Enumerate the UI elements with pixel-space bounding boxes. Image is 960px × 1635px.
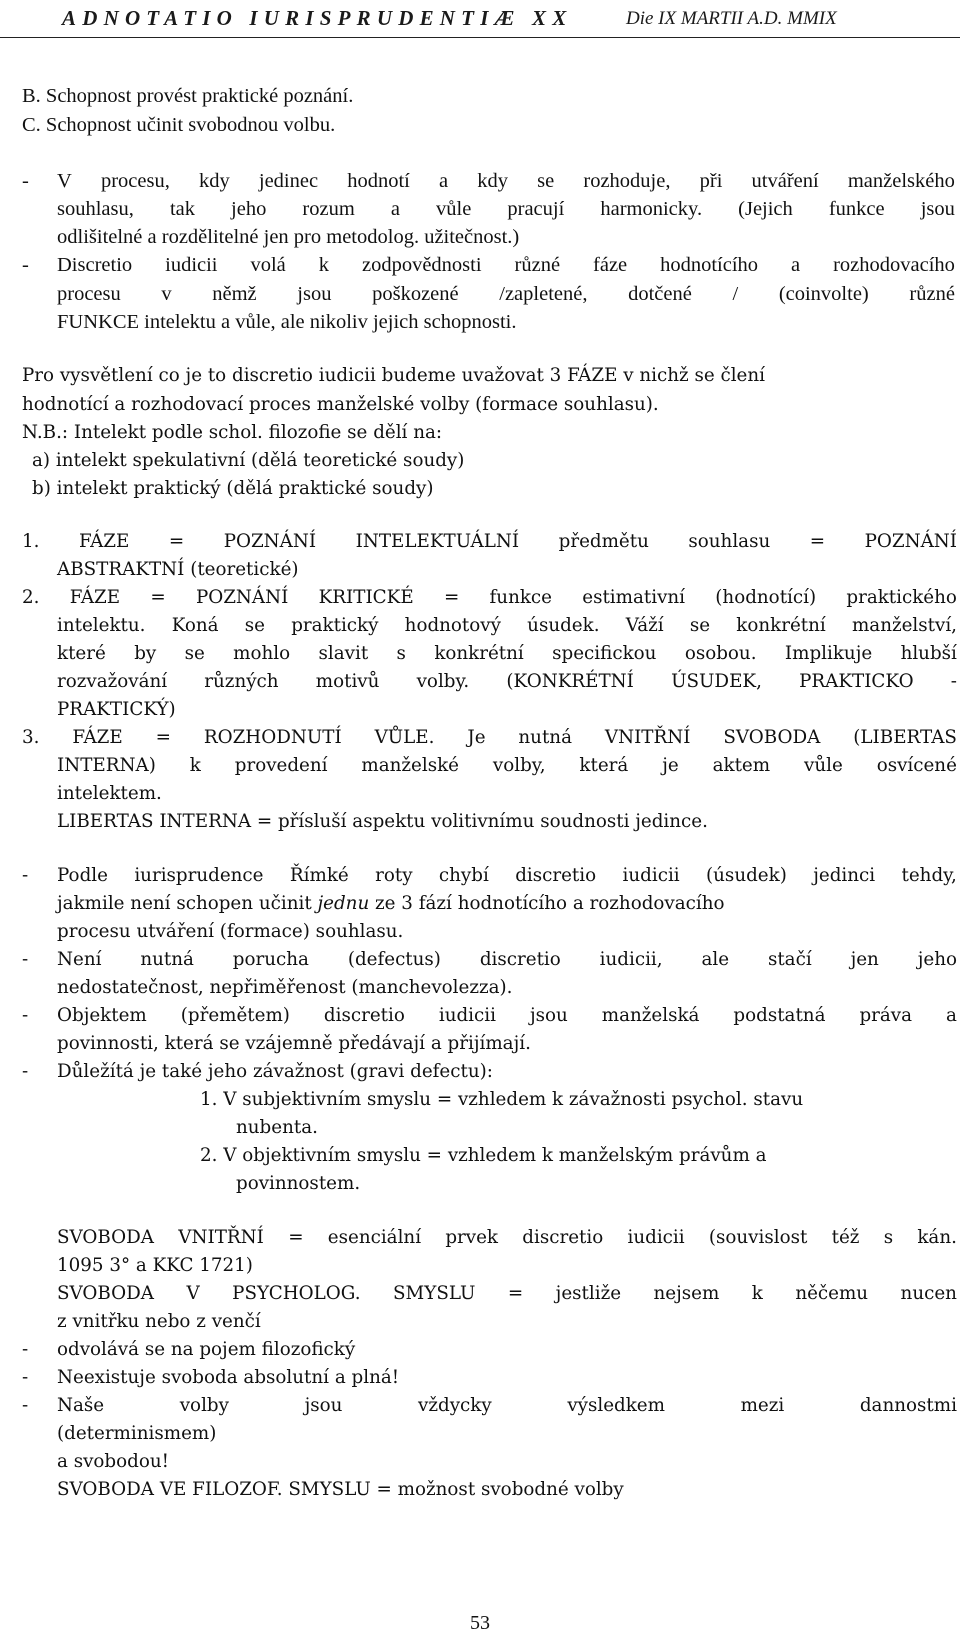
text-line: [57, 1005, 957, 1026]
word: úsudek.: [527, 615, 600, 636]
word: různých: [204, 671, 279, 692]
word: POZNÁNÍ: [195, 587, 289, 608]
word: =: [288, 1227, 304, 1248]
word: iudicii: [622, 865, 680, 886]
word: esenciální: [327, 1227, 422, 1248]
word: POZNÁNÍ: [864, 531, 957, 552]
word: něčemu: [795, 1283, 869, 1304]
running-header: [0, 0, 960, 40]
bullet-dash: -: [22, 1395, 29, 1416]
word: které: [57, 643, 106, 664]
word: nucen: [900, 1283, 957, 1304]
text-line: (determinismem): [57, 1423, 217, 1444]
issue-date: Die IX MARTII A.D. MMIX: [626, 8, 837, 29]
word: KRITICKÉ: [318, 587, 414, 608]
word: intelektu.: [57, 615, 146, 636]
word: discretio: [323, 1005, 405, 1026]
word: Není: [57, 949, 102, 970]
word: a: [390, 198, 400, 220]
word: Římké: [289, 865, 349, 886]
word: FÁZE: [72, 727, 123, 748]
word: (coinvolte): [778, 283, 869, 305]
text-line: [57, 1227, 957, 1248]
text-line: N.B.: Intelekt podle schol. filozofie se dělí na:: [22, 422, 443, 443]
word: manželské: [361, 755, 459, 776]
word: rozum: [302, 198, 355, 220]
word: souhlasu: [688, 531, 771, 552]
bullet-dash: -: [22, 1339, 29, 1360]
word: jsou: [297, 283, 332, 305]
word: zodpovědnosti: [361, 254, 482, 276]
word: V: [57, 170, 72, 192]
word: procesu,: [100, 170, 170, 192]
text-line: procesu utváření (formace) souhlasu.: [57, 921, 404, 942]
text-line: [57, 170, 955, 193]
word: je: [662, 755, 679, 776]
text-line: FUNKCE intelektu a vůle, ale nikoliv jejich schopnosti.: [57, 311, 517, 333]
word: volá: [250, 254, 286, 276]
word: jeho: [917, 949, 957, 970]
word: iurisprudence: [134, 865, 264, 886]
word: konkrétní: [736, 615, 826, 636]
text-line: [57, 283, 955, 306]
text-line: SVOBODA VE FILOZOF. SMYSLU = možnost svobodné volby: [57, 1479, 624, 1500]
word: vždycky: [418, 1395, 492, 1416]
word: která: [579, 755, 629, 776]
bullet-dash: -: [22, 1367, 29, 1388]
text-line: z vnitřku nebo z venčí: [57, 1311, 261, 1332]
word: SVOBODA: [723, 727, 821, 748]
word: též: [831, 1227, 860, 1248]
word: specifickou: [552, 643, 657, 664]
word: dotčené: [628, 283, 692, 305]
word: hodnotí: [347, 170, 410, 192]
text-line: Důležítá je také jeho závažnost (gravi defectu):: [57, 1061, 493, 1082]
word: rozhodovacího: [833, 254, 955, 276]
bullet-dash: -: [22, 949, 29, 970]
word: (úsudek): [706, 865, 787, 886]
word: se: [537, 170, 555, 192]
word: =: [809, 531, 826, 552]
bullet-dash: -: [22, 170, 29, 192]
word: poškozené: [372, 283, 459, 305]
word: s: [396, 643, 406, 664]
word: ale: [701, 949, 730, 970]
word: ÚSUDEK,: [671, 671, 762, 692]
word: VNITŘNÍ: [178, 1227, 264, 1248]
bullet-dash: -: [22, 1005, 29, 1026]
word: jsou: [920, 198, 955, 220]
word: INTELEKTUÁLNÍ: [355, 531, 520, 552]
word: VNITŘNÍ: [604, 727, 691, 748]
text-line: PRAKTICKÝ): [57, 699, 176, 720]
text-line: [57, 1395, 957, 1416]
text-line: LIBERTAS INTERNA = přísluší aspektu volitivnímu soudnosti jedince.: [57, 811, 708, 832]
word: (Jejich: [738, 198, 793, 220]
word: hlubší: [900, 643, 957, 664]
word: Objektem: [57, 1005, 147, 1026]
word: =: [507, 1283, 524, 1304]
word: provedení: [234, 755, 328, 776]
word: manželství,: [851, 615, 957, 636]
word: 1.: [22, 531, 40, 552]
word: =: [443, 587, 460, 608]
word: jedinec: [258, 170, 319, 192]
word: vůle: [436, 198, 472, 220]
word: 2.: [22, 587, 40, 608]
word: hodnotícího: [660, 254, 759, 276]
word: iudicii: [627, 1227, 685, 1248]
word: němž: [212, 283, 257, 305]
page-number: 53: [470, 1612, 490, 1634]
word: slavit: [318, 643, 369, 664]
word: (LIBERTAS: [853, 727, 957, 748]
bullet-dash: -: [22, 865, 29, 886]
text-line: povinnosti, která se vzájemně předávají a přijímají.: [57, 1033, 531, 1054]
text-line: odlišitelné a rozdělitelné jen pro metodolog. užitečnost.): [57, 226, 520, 248]
word: funkce: [489, 587, 552, 608]
word: iudicii: [438, 1005, 496, 1026]
word: discretio: [515, 865, 597, 886]
text-line: odvolává se na pojem filozofický: [57, 1339, 356, 1360]
word: SVOBODA: [57, 1227, 155, 1248]
list-item: a) intelekt spekulativní (dělá teoretické soudy): [32, 450, 465, 471]
word: manželská: [601, 1005, 700, 1026]
word: motivů: [315, 671, 380, 692]
text-line: [57, 1283, 957, 1304]
word: jestliže: [555, 1283, 622, 1304]
word: =: [168, 531, 185, 552]
list-item: 1. V subjektivním smyslu = vzhledem k závažnosti psychol. stavu: [200, 1089, 804, 1110]
text-line: 1095 3° a KKC 1721): [57, 1255, 253, 1276]
word: V: [186, 1283, 200, 1304]
text-line: [57, 643, 957, 664]
word: (KONKRÉTNÍ: [506, 671, 634, 692]
list-item: b) intelekt praktický (dělá praktické soudy): [32, 478, 434, 499]
word: (defectus): [347, 949, 441, 970]
text-line: [57, 865, 957, 886]
word: souhlasu,: [57, 198, 134, 220]
word: procesu: [57, 283, 121, 305]
word: Naše: [57, 1395, 105, 1416]
word: konkrétní: [434, 643, 524, 664]
text-line: hodnotící a rozhodovací proces manželské volby (formace souhlasu).: [22, 394, 659, 415]
word: PSYCHOLOG.: [232, 1283, 361, 1304]
word: /: [732, 283, 739, 305]
bullet-dash: -: [22, 254, 29, 276]
word: prvek: [445, 1227, 498, 1248]
word: (přemětem): [180, 1005, 290, 1026]
phase-line: [22, 531, 957, 552]
word: praktického: [846, 587, 957, 608]
text-line: jakmile není schopen učinit jednu ze 3 fází hodnotícího a rozhodovacího: [57, 893, 725, 914]
word: vůle: [804, 755, 843, 776]
text-line: nedostatečnost, nepřiměřenost (manchevolezza).: [57, 977, 513, 998]
word: různé: [514, 254, 561, 276]
text-line: [57, 254, 955, 277]
word: ROZHODNUTÍ: [203, 727, 342, 748]
word: v: [161, 283, 172, 305]
word: mezi: [740, 1395, 785, 1416]
word: různé: [909, 283, 955, 305]
word: nejsem: [653, 1283, 720, 1304]
word: volby: [179, 1395, 229, 1416]
word: POZNÁNÍ: [223, 531, 317, 552]
word: hodnotový: [404, 615, 501, 636]
word: (hodnotící): [715, 587, 817, 608]
word: Váží: [625, 615, 664, 636]
word: podstatná: [733, 1005, 826, 1026]
text-line: ABSTRAKTNÍ (teoretické): [57, 559, 299, 580]
word: iudicii: [165, 254, 218, 276]
word: SVOBODA: [57, 1283, 155, 1304]
word: práva: [859, 1005, 913, 1026]
word: rozvažování: [57, 671, 168, 692]
word: iudicii,: [599, 949, 663, 970]
word: k: [751, 1283, 763, 1304]
word: VŮLE.: [374, 727, 435, 748]
word: roty: [375, 865, 413, 886]
text-line: [57, 755, 957, 776]
word: jedinci: [813, 865, 876, 886]
word: a: [791, 254, 801, 276]
word: praktický: [291, 615, 379, 636]
word: volby.: [416, 671, 470, 692]
word: pracují: [507, 198, 565, 220]
word: harmonicky.: [600, 198, 703, 220]
word: by: [134, 643, 157, 664]
word: volby,: [492, 755, 546, 776]
text-line: intelektem.: [57, 783, 162, 804]
word: porucha: [232, 949, 309, 970]
word: rozhoduje,: [583, 170, 671, 192]
word: kán.: [917, 1227, 957, 1248]
text-line: C. Schopnost učinit svobodnou volbu.: [22, 114, 336, 136]
phase-line: [22, 727, 957, 748]
word: funkce: [828, 198, 885, 220]
text-line: Neexistuje svoboda absolutní a plná!: [57, 1367, 400, 1388]
word: předmětu: [558, 531, 649, 552]
word: Koná: [171, 615, 219, 636]
header-divider: [0, 37, 960, 38]
word: Podle: [57, 865, 108, 886]
word: s: [883, 1227, 894, 1248]
bullet-dash: -: [22, 1061, 29, 1082]
phase-line: [22, 587, 957, 608]
word: (souvislost: [708, 1227, 808, 1248]
word: jen: [850, 949, 879, 970]
word: fáze: [593, 254, 628, 276]
word: kdy: [477, 170, 509, 192]
word: INTERNA): [57, 755, 156, 776]
text-line: [57, 198, 955, 221]
word: 3.: [22, 727, 40, 748]
word: kdy: [198, 170, 230, 192]
word: výsledkem: [567, 1395, 665, 1416]
word: a: [946, 1005, 957, 1026]
word: osvícené: [876, 755, 957, 776]
word: osobou.: [684, 643, 757, 664]
word: PRAKTICKO: [799, 671, 914, 692]
word: jsou: [529, 1005, 568, 1026]
list-item: 2. V objektivním smyslu = vzhledem k manželským právům a: [200, 1145, 767, 1166]
word: chybí: [438, 865, 489, 886]
word: =: [150, 587, 166, 608]
text-line: a svobodou!: [57, 1451, 169, 1472]
word: k: [318, 254, 329, 276]
word: a: [439, 170, 449, 192]
text-line: Pro vysvětlení co je to discretio iudicii budeme uvažovat 3 FÁZE v nichž se člení: [22, 365, 765, 386]
word: discretio: [479, 949, 561, 970]
word: tehdy,: [901, 865, 957, 886]
text-line: [57, 615, 957, 636]
text-line: [57, 671, 957, 692]
word: jeho: [231, 198, 267, 220]
word: -: [950, 671, 957, 692]
word: utváření: [751, 170, 819, 192]
text-line: nubenta.: [236, 1117, 318, 1138]
word: FÁZE: [78, 531, 130, 552]
word: tak: [169, 198, 195, 220]
word: estimativní: [582, 587, 686, 608]
word: k: [189, 755, 201, 776]
journal-title: ADNOTATIO IURISPRUDENTIÆ XX: [62, 6, 573, 30]
word: discretio: [522, 1227, 604, 1248]
word: SMYSLU: [393, 1283, 476, 1304]
word: Implikuje: [784, 643, 873, 664]
word: se: [689, 615, 711, 636]
word: manželského: [847, 170, 955, 192]
word: nutná: [140, 949, 194, 970]
word: FÁZE: [69, 587, 121, 608]
word: při: [699, 170, 723, 192]
word: se: [184, 643, 205, 664]
word: =: [155, 727, 171, 748]
word: stačí: [767, 949, 812, 970]
word: nutná: [518, 727, 572, 748]
word: mohlo: [233, 643, 291, 664]
text-line: B. Schopnost provést praktické poznání.: [22, 85, 354, 107]
word: jsou: [304, 1395, 343, 1416]
word: se: [244, 615, 265, 636]
word: Discretio: [57, 254, 133, 276]
word: aktem: [712, 755, 771, 776]
word: Je: [467, 727, 486, 748]
word: /zapletené,: [499, 283, 588, 305]
text-line: povinnostem.: [236, 1173, 361, 1194]
text-line: [57, 949, 957, 970]
word: dannostmi: [859, 1395, 957, 1416]
